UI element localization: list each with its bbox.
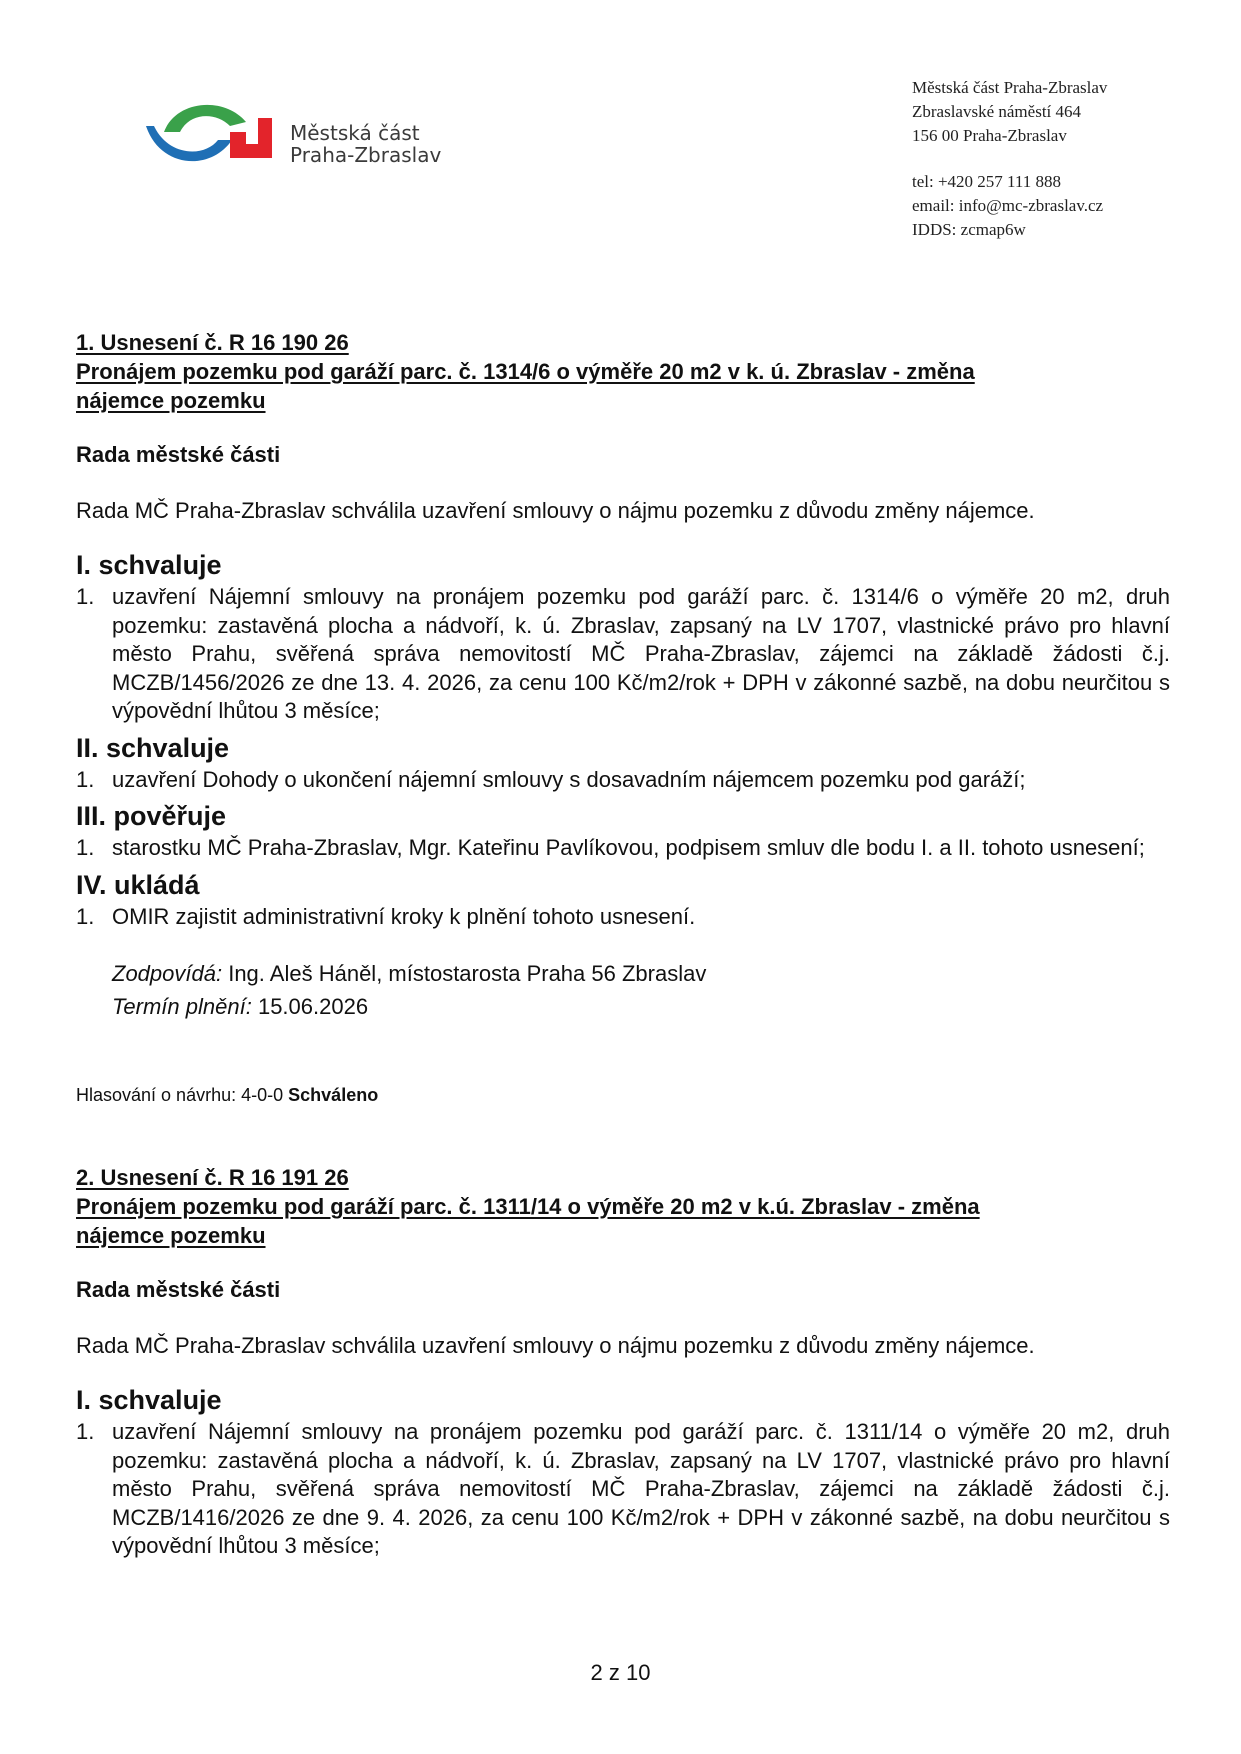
resolution-2-summary: Rada MČ Praha-Zbraslav schválila uzavření smlouvy o nájmu pozemku z důvodu změny nájemce. (76, 1333, 1035, 1358)
address-line3: 156 00 Praha-Zbraslav (912, 126, 1067, 145)
logo-line1: Městská část (290, 121, 420, 145)
resolution-2-number: 2. Usnesení č. R 16 191 26 (76, 1165, 349, 1190)
logo-blue-arc (146, 126, 232, 161)
section-heading: IV. ukládá (76, 869, 200, 900)
address-line2: Zbraslavské náměstí 464 (912, 102, 1082, 121)
responsible-label: Zodpovídá: (112, 961, 223, 986)
item-number: 1. (76, 766, 95, 792)
item-text: starostku MČ Praha-Zbraslav, Mgr. Kateřinu Pavlíkovou, podpisem smluv dle bodu I. a II. tohoto usnesení; (112, 835, 1145, 860)
resolution-1-title-line2: nájemce pozemku (76, 388, 266, 413)
item-text: OMIR zajistit administrativní kroky k plnění tohoto usnesení. (112, 903, 696, 929)
section-heading: III. pověřuje (76, 801, 227, 831)
address-idds: IDDS: zcmap6w (912, 220, 1026, 239)
list-item (76, 903, 1170, 932)
responsible-value: Ing. Aleš Háněl, místostarosta Praha 56 Zbraslav (228, 961, 707, 986)
resolution-2 (76, 1163, 1170, 1561)
item-number: 1. (76, 835, 95, 860)
address-line1: Městská část Praha-Zbraslav (912, 78, 1108, 97)
item-number: 1. (76, 903, 95, 929)
item-text: uzavření Dohody o ukončení nájemní smlouvy s dosavadním nájemcem pozemku pod garáží; (112, 766, 1026, 792)
item-text: uzavření Nájemní smlouvy na pronájem pozemku pod garáží parc. č. 1314/6 o výměře 20 m2, druh pozemku: zastavěná plocha a nádvoří, k. ú. Zbraslav, zapsaný na LV 1707, vlastnické právo pro hlavní město Prahu, svěřená správa nemovitostí MČ Praha-Zbraslav, zájemci na základě žádosti č.j. MCZB/1456/2026 ze dne 13. 4. 2026, za cenu 100 Kč/m2/rok + DPH v zákonné sazbě, na dobu neurčitou s výpovědní lhůtou 3 měsíce; (112, 584, 1170, 723)
vote-result (76, 1083, 1170, 1107)
list-item (76, 583, 1170, 726)
resolution-1-body: Rada městské části (76, 442, 281, 467)
responsibility-block (112, 957, 1170, 1023)
resolution-2-title-line2: nájemce pozemku (76, 1223, 266, 1248)
address-gap (912, 148, 1107, 170)
responsible-row (112, 957, 1170, 990)
document-content (76, 328, 1170, 1561)
page-number: 2 z 10 (590, 1660, 651, 1685)
logo-green-arc (164, 105, 246, 132)
resolution-1-summary: Rada MČ Praha-Zbraslav schválila uzavření smlouvy o nájmu pozemku z důvodu změny nájemce. (76, 498, 1035, 523)
vote-label: Hlasování o návrhu: (76, 1085, 237, 1105)
vote-status: Schváleno (288, 1085, 379, 1105)
resolution-2-title-line1: Pronájem pozemku pod garáží parc. č. 1311/14 o výměře 20 m2 v k.ú. Zbraslav - změna (76, 1194, 980, 1219)
list-item (76, 766, 1170, 795)
address-tel: tel: +420 257 111 888 (912, 172, 1062, 191)
list-item (76, 834, 1170, 863)
item-number: 1. (76, 1419, 95, 1444)
resolution-1-title-line1: Pronájem pozemku pod garáží parc. č. 1314/6 o výměře 20 m2 v k. ú. Zbraslav - změna (76, 359, 975, 384)
section-heading: I. schvaluje (76, 550, 222, 580)
item-number: 1. (76, 584, 95, 609)
resolution-1 (76, 328, 1170, 1107)
logo-line2: Praha-Zbraslav (290, 143, 442, 167)
section-heading: II. schvaluje (76, 732, 230, 763)
resolution-1-number: 1. Usnesení č. R 16 190 26 (76, 330, 349, 355)
resolution-separator (76, 1107, 1170, 1163)
deadline-value: 15.06.2026 (257, 994, 369, 1019)
list-item (76, 1418, 1170, 1561)
resolution-2-body: Rada městské části (76, 1277, 281, 1302)
deadline-row (112, 990, 1170, 1023)
item-text: uzavření Nájemní smlouvy na pronájem pozemku pod garáží parc. č. 1311/14 o výměře 20 m2, druh pozemku: zastavěná plocha a nádvoří, k. ú. Zbraslav, zapsaný na LV 1707, vlastnické právo pro hlavní město Prahu, svěřená správa nemovitostí MČ Praha-Zbraslav, zájemci na základě žádosti č.j. MCZB/1416/2026 ze dne 9. 4. 2026, za cenu 100 Kč/m2/rok + DPH v zákonné sazbě, na dobu neurčitou s výpovědní lhůtou 3 měsíce; (112, 1419, 1170, 1558)
section-heading: I. schvaluje (76, 1385, 222, 1415)
office-address (912, 76, 1107, 242)
vote-value: 4-0-0 (241, 1085, 284, 1105)
logo-text (290, 122, 441, 166)
municipality-logo-mark (146, 96, 286, 176)
municipality-logo (146, 96, 446, 176)
deadline-label: Termín plnění: (112, 994, 252, 1019)
address-email: email: info@mc-zbraslav.cz (912, 196, 1104, 215)
